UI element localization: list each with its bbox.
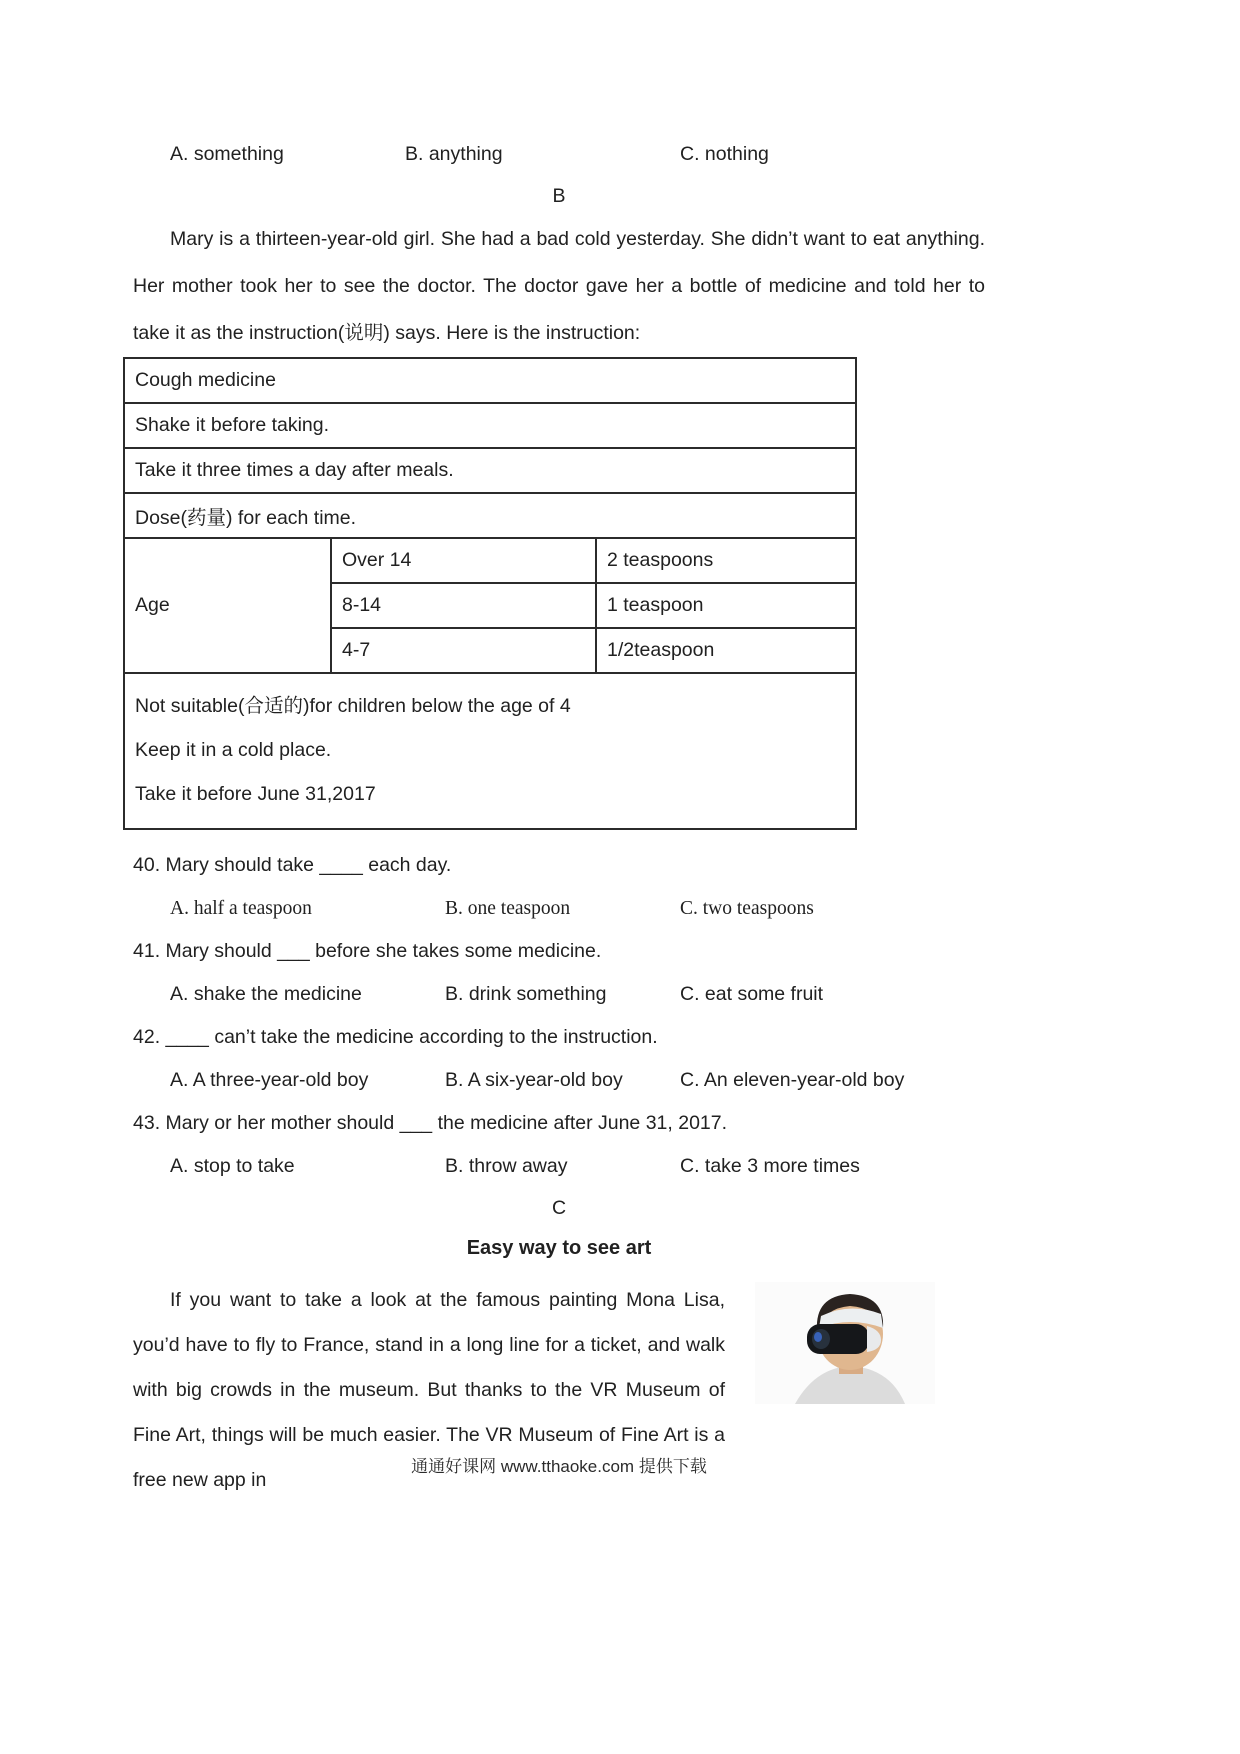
option-a: A. half a teaspoon [170,898,312,919]
option-a: A. shake the medicine [170,983,362,1005]
passage-c: If you want to take a look at the famous painting Mona Lisa, you’d have to fly to France, stand in a long line for a ticket, and walk with big crowds in the museum. But thanks to the VR Museum of Fine Art, things will be much easier. The VR Museum of Fine Art is a free new app in [133,1289,725,1491]
option-b: B. A six-year-old boy [445,1069,623,1091]
question-41 [133,930,985,1016]
table-cell-age-range: Over 14 [331,538,596,583]
question-text: 43. Mary or her mother should ___ the medicine after June 31, 2017. [133,1112,728,1134]
question-41-options [133,973,985,1016]
instruction-table [123,357,857,830]
note-expiry: Take it before June 31,2017 [135,783,376,805]
option-a: A. stop to take [170,1155,295,1177]
table-cell-times: Take it three times a day after meals. [124,448,856,493]
table-cell-age-label: Age [124,538,331,673]
option-b: B. throw away [445,1155,568,1177]
option-c: C. take 3 more times [680,1155,860,1177]
table-row [124,448,856,493]
page-footer: 通通好课网 www.tthaoke.com 提供下载 [411,1457,707,1476]
option-c: C. An eleven-year-old boy [680,1069,905,1091]
question-text: 40. Mary should take ____ each day. [133,854,452,876]
question-42-options [133,1059,985,1102]
table-row [124,673,856,829]
passage-c-title: Easy way to see art [466,1237,652,1259]
table-row [124,538,856,583]
question-text: 41. Mary should ___ before she takes some medicine. [133,940,602,962]
question-text: 42. ____ can’t take the medicine according to the instruction. [133,1026,658,1048]
passage-b: Mary is a thirteen-year-old girl. She had a bad cold yesterday. She didn’t want to eat anything. Her mother took her to see the doctor. The doctor gave her a bottle of medicine and told her to take it as the instruction(说明) says. Here is the instruction: [133,228,985,344]
option-b: B. anything [405,143,503,165]
table-cell-shake: Shake it before taking. [124,403,856,448]
table-cell-title: Cough medicine [124,358,856,403]
option-c: C. two teaspoons [680,898,814,919]
option-a: A. something [170,143,284,165]
table-row [124,403,856,448]
table-cell-age-dose: 2 teaspoons [596,538,856,583]
table-cell-notes [124,673,856,829]
question-40-options [133,887,985,930]
option-b: B. one teaspoon [445,898,571,919]
table-cell-age-range: 8-14 [331,583,596,628]
note-keep-cold: Keep it in a cold place. [135,739,332,761]
vr-headset-image [755,1282,935,1404]
question-39-options [133,140,985,168]
table-cell-dose: Dose(药量) for each time. [124,493,856,538]
table-row [124,493,856,538]
section-b-label: B [552,185,566,207]
question-40 [133,844,985,930]
table-row [124,358,856,403]
section-c-label: C [551,1197,567,1219]
question-43 [133,1102,985,1188]
question-43-options [133,1145,985,1188]
option-b: B. drink something [445,983,607,1005]
note-not-suitable: Not suitable(合适的)for children below the age of 4 [135,695,571,717]
table-cell-age-dose: 1 teaspoon [596,583,856,628]
option-c: C. nothing [680,143,769,165]
option-c: C. eat some fruit [680,983,824,1005]
table-cell-age-range: 4-7 [331,628,596,673]
table-cell-age-dose: 1/2teaspoon [596,628,856,673]
option-a: A. A three-year-old boy [170,1069,369,1091]
question-42 [133,1016,985,1102]
